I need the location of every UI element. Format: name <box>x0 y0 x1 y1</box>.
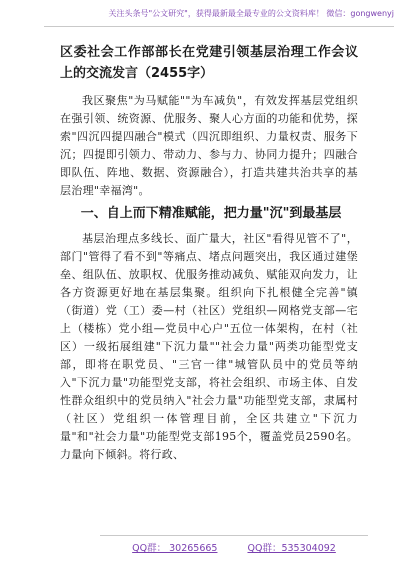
footer-qq-group-2[interactable]: QQ群：535304092 <box>247 543 336 554</box>
document-body <box>60 42 358 464</box>
intro-paragraph: 我区聚焦"为马赋能""为车减负"，有效发挥基层党组织在强引领、统资源、优服务、聚人心方面的功能和优势，探索"四沉四提四融合"模式（四沉即组织、力量权责、服务下沉；四提即引领力、带动力、参与力、协同力提升；四融合即队伍、阵地、数据、资源融合），打造共建共治共享的基层治理"幸福湾"。 <box>60 94 358 197</box>
header-divider <box>44 26 394 27</box>
section-heading-1: 一、自上而下精准赋能，把力量"沉"到最基层 <box>80 206 342 221</box>
document-title: 区委社会工作部部长在党建引领基层治理工作会议上的交流发言（2455字） <box>60 45 358 81</box>
footer-contact <box>100 535 368 554</box>
header-banner: 关注头条号"公文研究"，获得最新最全最专业的公文资料库！ 微信：gongwenyj <box>108 9 394 18</box>
section-1-paragraph: 基层治理点多线长、面广量大，社区"看得见管不了"，部门"管得了看不到"等痛点、堵点问题突出，我区通过建堡垒、组队伍、放职权、优服务推动减负、赋能双向发力，让各方资源更好地在基层集聚。组织向下扎根健全完善"镇（街道）党（工）委—村（社区）党组织—网格党支部—宅上（楼栋）党小组—党员中心户"五位一体架构，在村（社区）一级拓展组建"下沉力量""社会力量"两类功能型党支部，即将在职党员、"三官一律"城管队员中的党员等纳入"下沉力量"功能型党支部，将社会组织、市场主体、自发性群众组织中的党员纳入"社会力量"功能型党支部，隶属村（社区）党组织一体管理目前，全区共建立"下沉力量"和"社会力量"功能型党支部195个，覆盖党员2590名。力量向下倾斜。将行政、 <box>60 232 358 461</box>
footer-qq-group-1[interactable]: QQ群： 30265665 <box>132 543 218 554</box>
